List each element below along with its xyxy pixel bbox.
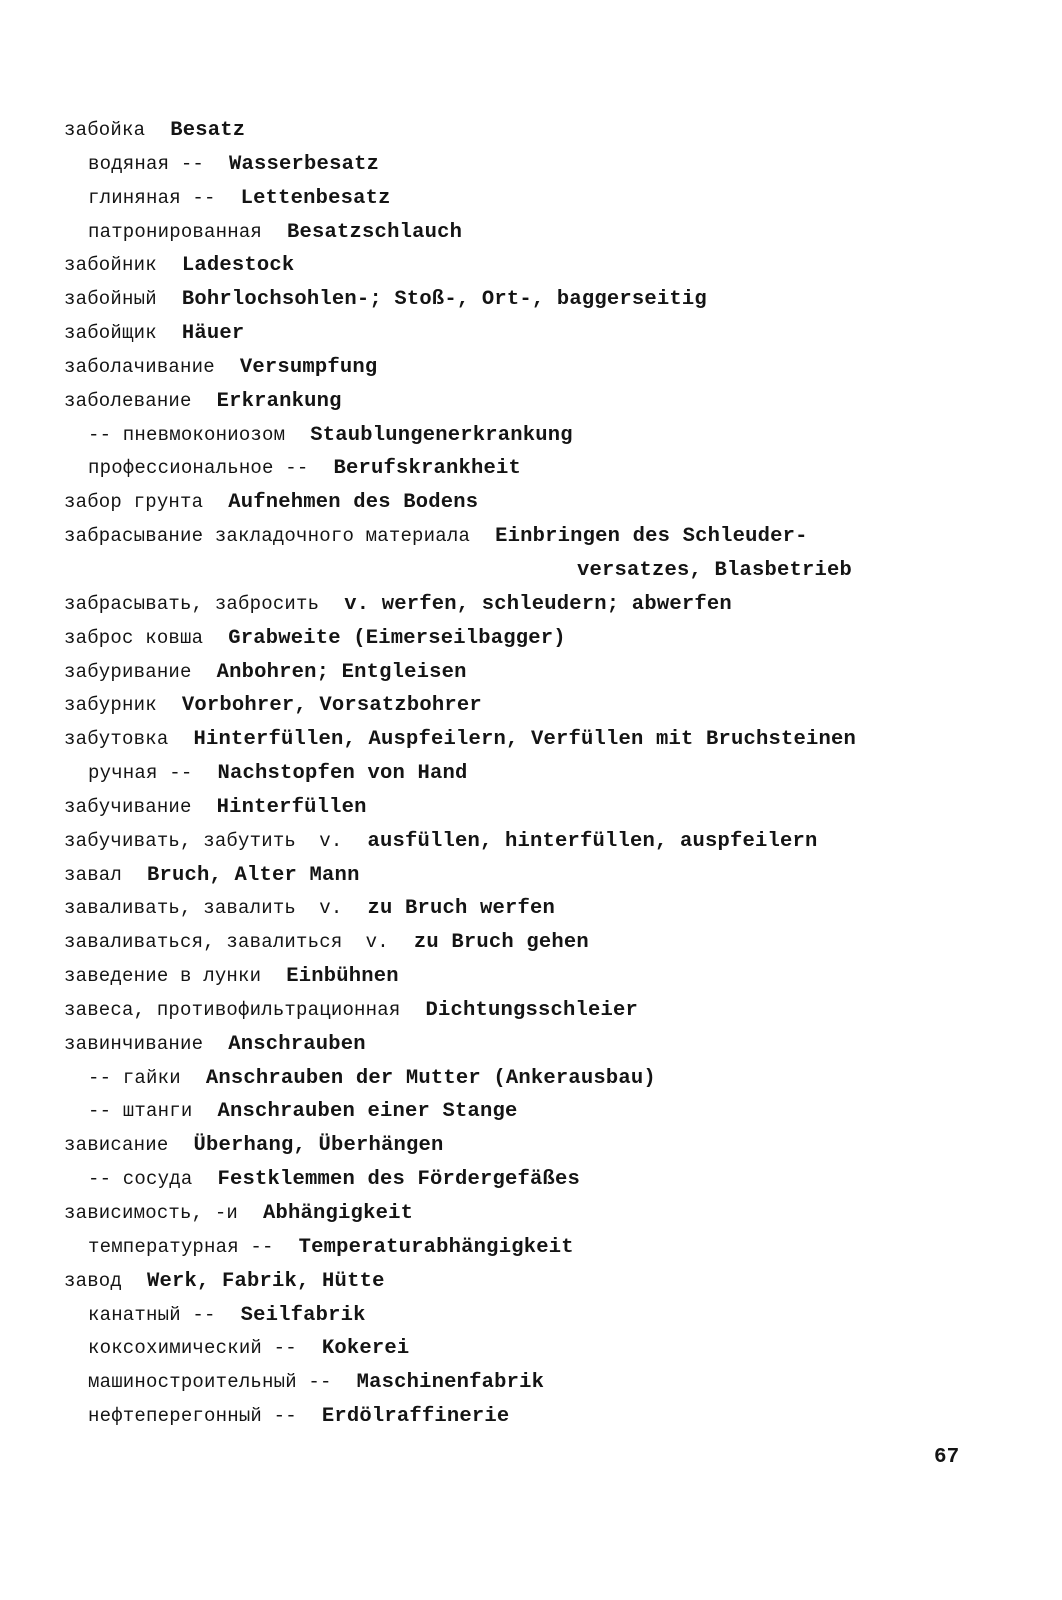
- russian-term: завеса, противофильтрационная: [64, 998, 401, 1021]
- dictionary-subentry: [64, 1332, 1024, 1366]
- russian-term: заболевание: [64, 389, 192, 412]
- dictionary-entry: [64, 1129, 1024, 1163]
- german-translation: Werk, Fabrik, Hütte: [147, 1269, 385, 1293]
- dictionary-entry: [64, 926, 1024, 960]
- russian-term: -- штанги: [88, 1100, 193, 1123]
- german-translation: Lettenbesatz: [240, 186, 391, 210]
- dictionary-subentry: [64, 419, 1024, 453]
- german-translation: Hinterfüllen, Auspfeilern, Verfüllen mit Bruchsteinen: [193, 728, 857, 752]
- dictionary-entry: [64, 283, 1024, 317]
- german-translation: Wasserbesatz: [229, 152, 380, 176]
- german-translation: Abhängigkeit: [263, 1202, 414, 1225]
- dictionary-subentry: [64, 1231, 1024, 1265]
- dictionary-entry: [64, 1197, 1024, 1231]
- german-translation: Einbringen des Schleuder-: [495, 525, 808, 549]
- dictionary-entry-continuation: [64, 554, 1024, 588]
- dictionary-entry: [64, 486, 1024, 520]
- german-translation: ausfüllen, hinterfüllen, auspfeilern: [367, 829, 818, 853]
- dictionary-entry: [64, 825, 1024, 859]
- russian-term: забурник: [64, 694, 157, 717]
- dictionary-subentry: [64, 757, 1024, 791]
- german-translation: Versumpfung: [239, 355, 378, 379]
- russian-term: забор грунта: [64, 491, 204, 514]
- russian-term: заведение в лунки: [64, 965, 262, 988]
- german-translation: Aufnehmen des Bodens: [228, 491, 479, 515]
- dictionary-entry: [64, 351, 1024, 385]
- german-translation: Kokerei: [321, 1337, 410, 1361]
- russian-term: водяная --: [88, 152, 205, 175]
- dictionary-subentry: [64, 452, 1024, 486]
- russian-term: -- гайки: [88, 1066, 181, 1089]
- russian-term: завинчивание: [64, 1032, 204, 1055]
- dictionary-entry: [64, 723, 1024, 757]
- german-translation: Besatzschlauch: [287, 220, 463, 244]
- dictionary-subentry: [64, 1299, 1024, 1333]
- german-translation: Häuer: [181, 322, 245, 346]
- german-translation: Anschrauben: [228, 1032, 366, 1056]
- german-translation: versatzes, Blasbetrieb: [577, 558, 853, 582]
- dictionary-subentry: [64, 1062, 1024, 1096]
- german-translation: Anschrauben einer Stange: [217, 1100, 518, 1124]
- russian-term: коксохимический --: [88, 1337, 297, 1360]
- dictionary-subentry: [64, 1163, 1024, 1197]
- dictionary-entry: [64, 994, 1024, 1028]
- russian-term: завод: [64, 1269, 123, 1292]
- dictionary-entry: [64, 689, 1024, 723]
- german-translation: Festklemmen des Fördergefäßes: [217, 1168, 580, 1192]
- dictionary-entry: [64, 656, 1024, 690]
- dictionary-entry: [64, 960, 1024, 994]
- german-translation: Bruch, Alter Mann: [147, 863, 360, 887]
- german-translation: Nachstopfen von Hand: [217, 762, 468, 786]
- dictionary-subentry: [64, 1366, 1024, 1400]
- russian-term: патронированная: [88, 220, 263, 243]
- russian-term: -- сосуда: [88, 1168, 193, 1191]
- russian-term: завал: [64, 863, 123, 886]
- russian-term: забойный: [64, 288, 157, 311]
- dictionary-entry: [64, 114, 1024, 148]
- dictionary-entry: [64, 892, 1024, 926]
- entry-list: [64, 114, 1024, 1434]
- german-translation: Staublungenerkrankung: [310, 423, 573, 447]
- german-translation: Anbohren; Entgleisen: [216, 660, 467, 684]
- dictionary-subentry: [64, 1400, 1024, 1434]
- german-translation: Hinterfüllen: [216, 795, 367, 819]
- german-translation: Maschinenfabrik: [356, 1371, 545, 1395]
- russian-term: заболачивание: [64, 355, 215, 378]
- russian-term: нефтеперегонный --: [88, 1405, 297, 1428]
- german-translation: Anschrauben der Mutter (Ankerausbau): [205, 1066, 656, 1090]
- german-translation: Einbühnen: [286, 965, 399, 989]
- russian-term: забрасывание закладочного материала: [64, 525, 471, 548]
- russian-term: профессиональное --: [88, 457, 309, 480]
- german-translation: Dichtungsschleier: [425, 998, 639, 1022]
- german-translation: Vorbohrer, Vorsatzbohrer: [181, 694, 482, 718]
- russian-term: температурная --: [88, 1235, 274, 1258]
- dictionary-entry: [64, 859, 1024, 893]
- russian-term: забутовка: [64, 728, 169, 751]
- russian-term: заваливать, завалить v.: [64, 897, 343, 920]
- russian-term: канатный --: [88, 1303, 216, 1326]
- dictionary-subentry: [64, 1095, 1024, 1129]
- dictionary-entry: [64, 588, 1024, 622]
- dictionary-entry: [64, 249, 1024, 283]
- russian-term: заброс ковша: [64, 626, 204, 649]
- dictionary-entry: [64, 622, 1024, 656]
- russian-term: забуривание: [64, 660, 192, 683]
- german-translation: Erdölraffinerie: [321, 1405, 510, 1429]
- russian-term: забучивать, забутить v.: [64, 829, 343, 852]
- german-translation: Berufskrankheit: [333, 457, 521, 481]
- russian-term: зависание: [64, 1134, 169, 1157]
- russian-term: машиностроительный --: [88, 1371, 332, 1394]
- page-number: 67: [934, 1446, 960, 1469]
- russian-term: забойник: [64, 254, 157, 277]
- german-translation: Erkrankung: [216, 389, 342, 413]
- dictionary-entry: [64, 317, 1024, 351]
- german-translation: Bohrlochsohlen-; Stoß-, Ort-, baggerseitig: [181, 288, 707, 312]
- dictionary-entry: [64, 1028, 1024, 1062]
- russian-term: забойщик: [64, 322, 157, 345]
- russian-term: -- пневмокониозом: [88, 423, 286, 446]
- russian-term: забрасывать, забросить: [64, 592, 320, 615]
- russian-term: забучивание: [64, 795, 192, 818]
- dictionary-subentry: [64, 182, 1024, 216]
- russian-term: глиняная --: [88, 186, 216, 209]
- dictionary-entry: [64, 791, 1024, 825]
- dictionary-entry: [64, 385, 1024, 419]
- german-translation: Besatz: [170, 119, 246, 142]
- dictionary-entry: [64, 1265, 1024, 1299]
- german-translation: Temperaturabhängigkeit: [298, 1235, 574, 1259]
- russian-term: забойка: [64, 119, 146, 141]
- german-translation: zu Bruch werfen: [367, 897, 555, 921]
- german-translation: v. werfen, schleudern; abwerfen: [344, 592, 732, 616]
- german-translation: zu Bruch gehen: [413, 931, 589, 955]
- russian-term: ручная --: [88, 762, 193, 785]
- german-translation: Überhang, Überhängen: [193, 1134, 444, 1158]
- german-translation: Grabweite (Eimerseilbagger): [228, 626, 566, 650]
- russian-term: заваливаться, завалиться v.: [64, 931, 389, 954]
- dictionary-subentry: [64, 216, 1024, 250]
- german-translation: Seilfabrik: [240, 1303, 366, 1327]
- russian-term: зависимость, -и: [64, 1202, 239, 1224]
- dictionary-entry: [64, 520, 1024, 554]
- dictionary-subentry: [64, 148, 1024, 182]
- german-translation: Ladestock: [181, 254, 295, 278]
